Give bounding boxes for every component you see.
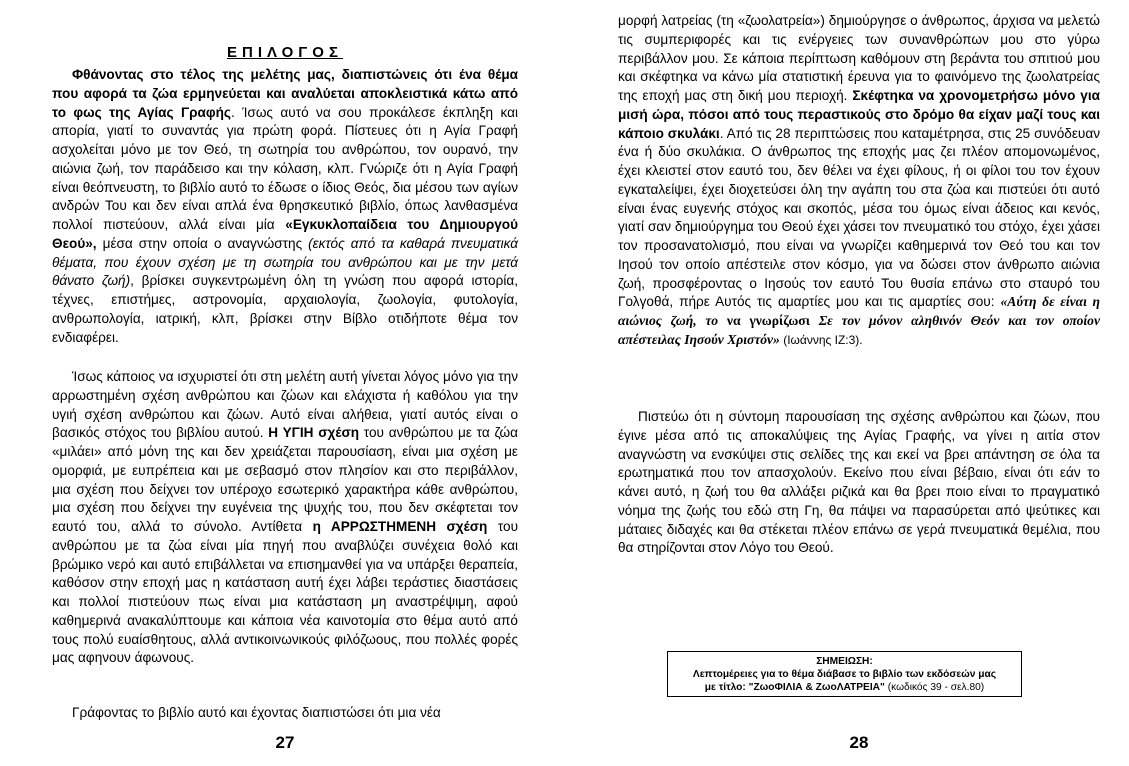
left-paragraph-2	[52, 368, 518, 668]
p2-start: Ίσως κάποιος να ισχυριστεί ότι στη μελέτη αυτή γίνεται λόγος μόνο για την αρρωστημένη σχέση ανθρώπου και ζώων και ελάχιστα ή καθόλου για την υγιή σχέση ανθρώπου και ζώων. Αυτό είναι αλήθεια, γιατί αυτός είναι ο βασικός στόχος του βιβλίου αυτού.	[52, 369, 518, 441]
note-book-title: "ΖωοΦΙΛΙΑ & ΖωοΛΑΤΡΕΙΑ"	[748, 682, 885, 693]
note-title: ΣΗΜΕΙΩΣΗ:	[816, 656, 873, 667]
left-page	[52, 0, 518, 766]
p2-mid: του ανθρώπου με τα ζώα «μιλάει» από μόνη της και δεν χρειάζεται παρουσίαση, είναι μια σχέση με ομορφιά, με ευπρέπεια και με σεβασμό στον πλησίον και στο περιβάλλον, μια σχέση που δείχνει τον υπέροχο εσωτερικό χαρακτήρα κάθε ανθρώπου, μια σχέση που δείχνει την ευγένεια της ψυχής του, που δεν σκέφτεται τον εαυτό του, αλλά το σύνολο. Αντίθετα	[52, 425, 519, 534]
p2-sick-bold: η ΑΡΡΩΣΤΗΜΕΝΗ σχέση	[312, 519, 488, 534]
note-line-2-prefix: με τίτλο:	[704, 682, 749, 693]
note-box	[667, 651, 1022, 697]
rp1-quote-2: Σε τον μόνον αληθινόν Θεόν και τον οποίον απέστειλας Ιησούν Χριστόν»	[618, 313, 1100, 347]
p1-bold-intro: Φθάνοντας στο τέλος της μελέτης μας, διαπιστώνεις ότι ένα θέμα που αφορά τα ζώα ερμηνεύεται και αναλύεται αποκλειστικά κάτω από το φως της Αγίας Γραφής	[52, 67, 518, 120]
p1-mid: μέσα στην οποία ο αναγνώστης	[96, 235, 309, 251]
p2-end: του ανθρώπου με τα ζώα είναι μία πηγή που αναβλύζει συνέχεια θολό και βρώμικο νερό και αυτό επιβάλλεται να επισημανθεί για να υπάρξει θεραπεία, καθόσον στην εποχή μας η κατάσταση αυτή έχει λάβει τεράστιες διαστάσεις και πολλοί πιστεύουν πως είναι μια κατάσταση μη αναστρέψιμη, αφού καθημερινά ανακαλύπτουμε και κάποια νέα καινοτομία στο θέμα αυτό από τους πολύ ευαίσθητους, αλλά αντικοινωνικούς φιλόζωους, που πολλές φορές μας αφηνουν άφωνους.	[52, 519, 519, 666]
p1-encyclopedia-bold: «Εγκυκλοπαίδεια του Δημιουργού Θεού»,	[52, 217, 519, 251]
left-paragraph-3: Γράφοντας το βιβλίο αυτό και έχοντας διαπιστώσει ότι μια νέα	[72, 705, 441, 720]
p2-healthy-bold: Η ΥΓΙΗ σχέση	[268, 425, 360, 441]
rp1-reference: (Ιωάννης ΙΖ:3).	[779, 332, 863, 347]
p1-end: , βρίσκει συγκεντρωμένη όλη τη γνώση που αφορά ιστορία, τέχνες, επιστήμες, αστρονομία, αρχαιολογία, ζωολογία, φυτολογία, ανθρωπολογία, ιατρική, κλπ, βρίσκει στην Βίβλο οτιδήποτε θέμα τον ενδιαφέρει.	[52, 273, 518, 345]
rp1-bold: Σκέφτηκα να χρονομετρήσω μόνο για μισή ώρα, πόσοι από τους περαστικούς στο δρόμο θα είχαν μαζί τους και κάποιο σκυλάκι	[618, 88, 1100, 141]
page-number-left: 27	[275, 733, 295, 752]
epilogue-title: ΕΠΙΛΟΓΟΣ	[227, 44, 343, 61]
note-line-2	[668, 681, 1021, 694]
rp1-mid: . Από τις 28 περιπτώσεις που καταμέτρησα, στις 25 συνόδευαν ένα ή δύο σκυλάκια. Ο άνθρωπος της εποχής μας ζει πλέον απομονωμένος, έχει κλειστεί στον εαυτό του, δεν θέλει να έχει φίλους, ή οι φίλοι του τον έχουν εγκαταλείψει, έχει διοχετεύσει όλη την αγάπη του στα ζώα και πιστεύει ότι αυτό είναι ένας ευγενής στόχος και σκοπός, μέσα του όμως είναι άδειος και κενός, γιατί σαν δημιούργημα του Θεού έχει χάσει τον πνευματικό του στόχο, έχει χάσει τον προσανατολισμό, που είναι να γνωρίζει καθημερινά τον Θεό του και τον Ιησού τον οποίο απέστειλε στον κόσμο, για να δώσει στον άνθρωπο αιώνια ζωή, προσφέροντας ο Ιησούς τον εαυτό Του θυσία επάνω στο σταυρό του Γολγοθά, πήρε Αυτός τις αμαρτίες μου και τις αμαρτίες σου:	[618, 125, 1101, 310]
rp1-start: μορφή λατρείας (τη «ζωολατρεία») δημιούργησε ο άνθρωπος, άρχισα να μελετώ τις συμπεριφορές και τις ενέργειες των συνανθρώπων μου στο γύρω περιβάλλον μου. Σε κάποια περίπτωση καθόμουν στη βεράντα του σπιτιού μου και σκέφτηκα να κάνω μία στατιστική έρευνα για το φαινόμενο της ζωολατρείας της εποχή μας στη δική μου περιοχή.	[618, 13, 1100, 103]
left-paragraph-1	[52, 66, 518, 347]
right-paragraph-2: Πιστεύω ότι η σύντομη παρουσίαση της σχέσης ανθρώπου και ζώων, που έγινε μέσα από τις αποκαλύψεις της Αγίας Γραφής, να γίνει η αιτία στον αναγνώστη να ενσκύψει στις σελίδες της και εκεί να βρει απάντηση σε όλα τα ερωτηματικά που τον απασχολούν. Εκείνο που είναι βέβαιο, είναι ότι εάν το κάνει αυτό, η ζωή του θα αλλάξει ριζικά και θα βρει ποιο είναι το πραγματικό νόημα της ζωής του εδώ στη Γη, θα πάψει να παρασύρεται από ψεύτικες και μάταιες διδαχές και θα στέκεται πλέον επάνω σε γερά πνευματικά θεμέλια, που θα στηρίζονται στον Λόγο του Θεού.	[618, 409, 1100, 556]
note-line-1: Λεπτομέρειες για το θέμα διάβασε το βιβλίο των εκδόσεών μας	[692, 669, 997, 680]
right-paragraph-1	[618, 12, 1100, 350]
page-number-right: 28	[849, 733, 869, 752]
p1-text: . Ίσως αυτό να σου προκάλεσε έκπληξη και απορία, γιατί το συναντάς για πρώτη φορά. Πίστευες ότι η Αγία Γραφή ασχολείται μόνο με τον Θεό, τη σωτηρία του ανθρώπου, τον ουρανό, την αιώνια ζωή, τον παράδεισο και την κόλαση, κλπ. Γνώριζε ότι η Αγία Γραφή είναι θεόπνευστη, το βιβλίο αυτό το έδωσε ο ίδιος Θεός, δια μέσου των αγίων ανδρών Του και δεν είναι απλά ένα θρησκευτικό βιβλίο, όπως λανθασμένα πολλοί πιστεύουν, αλλά είναι μία	[52, 104, 519, 232]
p1-italic: (εκτός από τα καθαρά πνευματικά θέματα, που έχουν σχέση με τη σωτηρία του ανθρώπου και με την μετά θάνατο ζωή)	[52, 235, 518, 289]
right-page	[618, 0, 1100, 766]
note-line-2-suffix: (κωδικός 39 - σελ.80)	[884, 682, 985, 693]
rp1-quote-bold: να γνωρίζωσι	[726, 313, 810, 328]
rp1-quote-1: «Αύτη δε είναι η αιώνιος ζωή, το	[618, 294, 1100, 328]
